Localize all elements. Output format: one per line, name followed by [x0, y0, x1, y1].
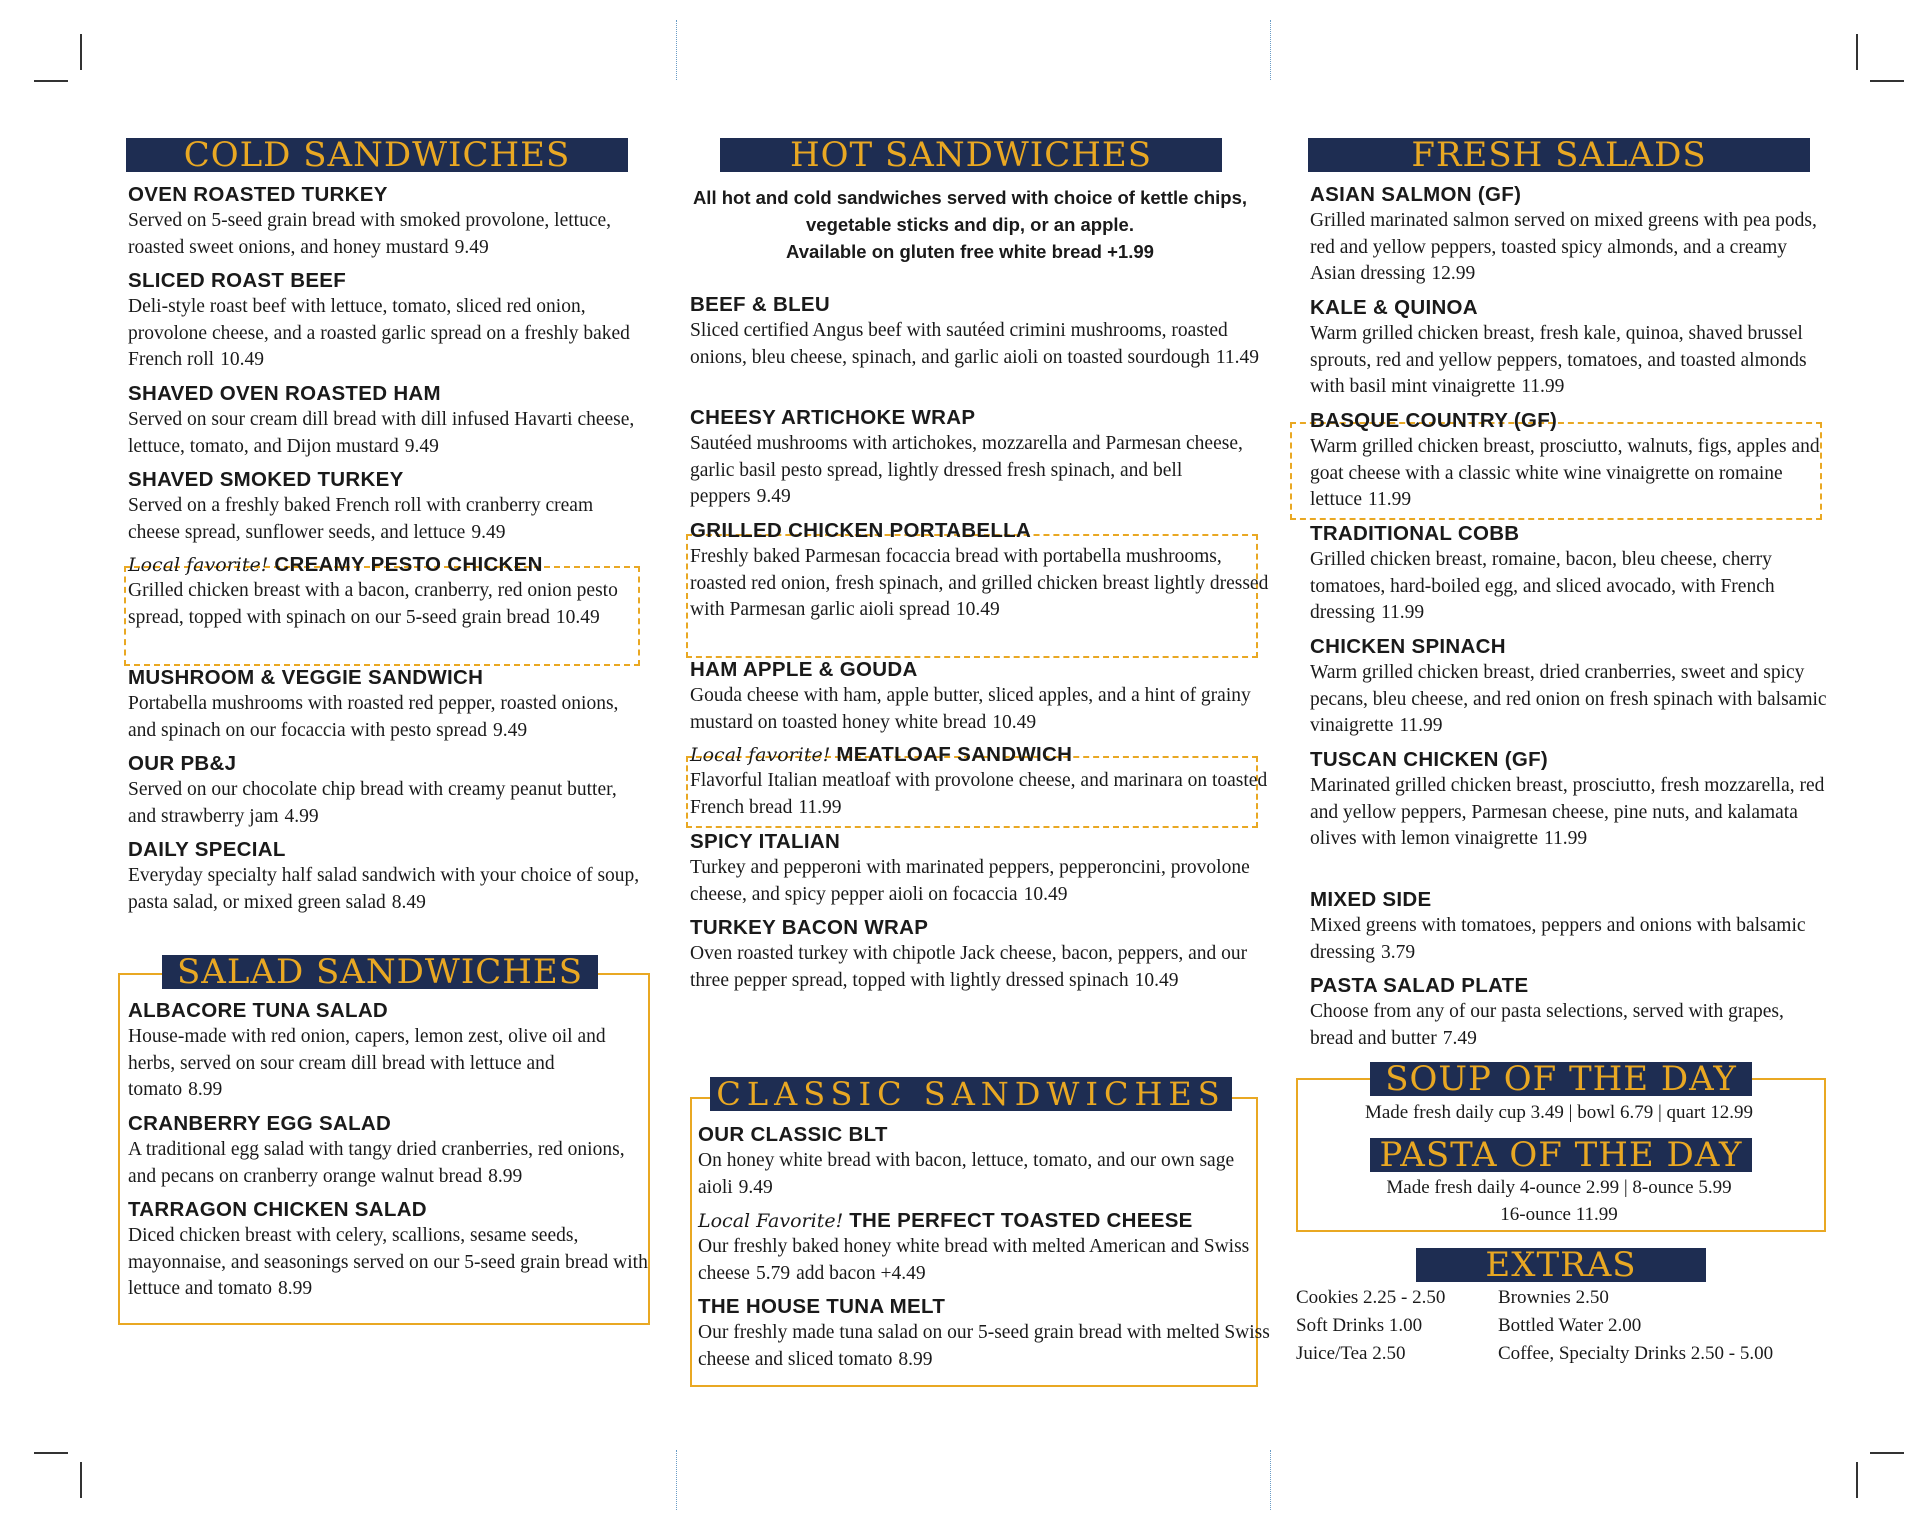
sides-note-line: Available on gluten free white bread +1.99 [786, 241, 1154, 262]
hot-sandwiches-title: HOT SANDWICHES [720, 138, 1222, 172]
item-description: Marinated grilled chicken breast, prosciutto, fresh mozzarella, red and yellow peppers, Parmesan cheese, pine nuts, and kalamata olives with lemon vinaigrette 11.99 [1310, 775, 1825, 849]
item-price: 8.99 [898, 1348, 933, 1370]
item-price: 9.49 [738, 1176, 773, 1198]
item-name: Local Favorite! THE PERFECT TOASTED CHEESE [698, 1209, 1193, 1232]
item-price: 10.49 [1134, 969, 1179, 991]
item-name: KALE & QUINOA [1310, 296, 1478, 319]
extras-item: Juice/Tea 2.50 [1296, 1343, 1406, 1364]
item-price: 11.99 [1367, 489, 1412, 510]
item-name: BEEF & BLEU [690, 293, 830, 316]
item-name: CHICKEN SPINACH [1310, 635, 1506, 658]
item-name: SPICY ITALIAN [690, 830, 841, 853]
item-price: 11.99 [1399, 715, 1443, 736]
crop-mark [1856, 1462, 1858, 1498]
item-description: Freshly baked Parmesan focaccia bread with portabella mushrooms, roasted red onion, fresh spinach, and grilled chicken breast lightly dressed with Parmesan garlic aioli spread 10.49 [690, 546, 1269, 620]
item-description: Diced chicken breast with celery, scallions, sesame seeds, mayonnaise, and seasonings served on our 5-seed grain bread with lettuce and tomato 8.99 [128, 1225, 648, 1299]
item-name: CHEESY ARTICHOKE WRAP [690, 406, 976, 429]
item-name: CRANBERRY EGG SALAD [128, 1112, 392, 1135]
item-price: 9.49 [454, 236, 489, 258]
menu-item-favorite [698, 1208, 1270, 1287]
crop-mark [34, 80, 68, 82]
local-favorite-tag: Local favorite! [690, 744, 831, 766]
item-description: Our freshly baked honey white bread with melted American and Swiss cheese 5.79 add bacon +4.49 [698, 1236, 1250, 1284]
menu-item [128, 467, 648, 546]
menu-item [128, 998, 648, 1104]
item-name: TRADITIONAL COBB [1310, 522, 1520, 545]
pasta-pricing-line: 16-ounce 11.99 [1500, 1204, 1618, 1225]
item-price: 8.99 [488, 1165, 523, 1187]
item-description: A traditional egg salad with tangy dried cranberries, red onions, and pecans on cranberry orange walnut bread 8.99 [128, 1139, 625, 1187]
item-price: 9.49 [404, 435, 439, 457]
crop-mark [1870, 80, 1904, 82]
item-price: 11.99 [1381, 602, 1425, 623]
item-description: Flavorful Italian meatloaf with provolone cheese, and marinara on toasted French bread 11.99 [690, 770, 1268, 818]
extras-title: EXTRAS [1416, 1248, 1706, 1282]
local-favorite-tag: Local favorite! [128, 554, 269, 576]
fold-line [1270, 1450, 1271, 1510]
item-price: 11.99 [1544, 828, 1588, 849]
item-name: PASTA SALAD PLATE [1310, 974, 1529, 997]
menu-item-favorite [128, 552, 648, 631]
item-name: MUSHROOM & VEGGIE SANDWICH [128, 666, 484, 689]
item-description: Mixed greens with tomatoes, peppers and onions with balsamic dressing 3.79 [1310, 915, 1806, 963]
menu-item [1310, 887, 1830, 966]
menu-item [128, 268, 648, 374]
item-description: Served on a freshly baked French roll with cranberry cream cheese spread, sunflower seeds, and lettuce 9.49 [128, 495, 594, 543]
item-description: Oven roasted turkey with chipotle Jack cheese, bacon, peppers, and our three pepper spread, topped with lightly dressed spinach 10.49 [690, 943, 1248, 991]
menu-item [690, 915, 1270, 994]
extras-list-left [1296, 1284, 1445, 1368]
item-description: Choose from any of our pasta selections, served with grapes, bread and butter 7.49 [1310, 1001, 1784, 1049]
local-favorite-tag: Local Favorite! [698, 1210, 844, 1232]
menu-item [690, 657, 1270, 736]
item-name: Local favorite! MEATLOAF SANDWICH [690, 743, 1073, 766]
menu-item [1310, 182, 1830, 288]
fold-line [676, 1450, 677, 1510]
soup-of-the-day-title: SOUP OF THE DAY [1370, 1062, 1752, 1096]
extras-item: Brownies 2.50 [1498, 1287, 1609, 1308]
item-price: 4.99 [284, 805, 319, 827]
menu-item [690, 829, 1270, 908]
item-name: OVEN ROASTED TURKEY [128, 183, 388, 206]
item-name: MIXED SIDE [1310, 888, 1432, 911]
menu-item [128, 1111, 648, 1190]
item-price: 8.49 [391, 891, 426, 913]
item-description: Sliced certified Angus beef with sautéed crimini mushrooms, roasted onions, bleu cheese, spinach, and garlic aioli on toasted sourdough 11.49 [690, 320, 1260, 368]
item-name: ASIAN SALMON (GF) [1310, 183, 1522, 206]
menu-item [128, 182, 648, 261]
item-name: GRILLED CHICKEN PORTABELLA [690, 519, 1032, 542]
menu-item [1310, 973, 1830, 1052]
item-price: 11.99 [1521, 376, 1565, 397]
item-description: Everyday specialty half salad sandwich with your choice of soup, pasta salad, or mixed green salad 8.49 [128, 865, 640, 913]
item-name: THE HOUSE TUNA MELT [698, 1295, 946, 1318]
crop-mark [1870, 1452, 1904, 1454]
menu-item [128, 1197, 648, 1303]
item-name: ALBACORE TUNA SALAD [128, 999, 389, 1022]
item-name: HAM APPLE & GOUDA [690, 658, 918, 681]
cold-sandwiches-title: COLD SANDWICHES [126, 138, 628, 172]
item-name: TUSCAN CHICKEN (GF) [1310, 748, 1549, 771]
item-description: Grilled marinated salmon served on mixed greens with pea pods, red and yellow peppers, toasted spicy almonds, and a creamy Asian dressing 12.99 [1310, 210, 1817, 284]
pasta-pricing-line: Made fresh daily 4-ounce 2.99 | 8-ounce 5.99 [1386, 1177, 1732, 1198]
fold-line [1270, 20, 1271, 80]
item-price: 10.49 [220, 349, 264, 370]
item-price: 10.49 [955, 599, 1000, 620]
item-description: Warm grilled chicken breast, dried cranberries, sweet and spicy pecans, bleu cheese, and red onion on fresh spinach with balsamic vinaigrette 11.99 [1310, 662, 1827, 736]
menu-item [128, 665, 648, 744]
menu-item [690, 518, 1270, 624]
item-description: Warm grilled chicken breast, prosciutto, walnuts, figs, apples and goat cheese with a classic white wine vinaigrette on romaine lettuce 11.99 [1310, 436, 1820, 510]
sides-note-line: All hot and cold sandwiches served with choice of kettle chips, [692, 187, 1248, 208]
item-description: Deli-style roast beef with lettuce, tomato, sliced red onion, provolone cheese, and a roasted garlic spread on a freshly baked French roll 10.49 [128, 296, 630, 370]
item-price: 11.49 [1215, 346, 1260, 368]
salad-sandwiches-title: SALAD SANDWICHES [162, 955, 598, 989]
extras-item: Cookies 2.25 - 2.50 [1296, 1287, 1446, 1308]
item-price: 9.49 [471, 521, 506, 543]
menu-item [690, 405, 1270, 511]
menu-item-favorite [690, 742, 1270, 821]
pasta-of-the-day-title: PASTA OF THE DAY [1370, 1138, 1752, 1172]
menu-item [698, 1294, 1270, 1373]
crop-mark [80, 34, 82, 70]
item-description: Turkey and pepperoni with marinated peppers, pepperoncini, provolone cheese, and spicy pepper aioli on focaccia 10.49 [690, 857, 1250, 905]
item-description: Grilled chicken breast with a bacon, cranberry, red onion pesto spread, topped with spinach on our 5-seed grain bread 10.49 [128, 580, 618, 628]
item-price: 5.79 [755, 1262, 791, 1284]
item-name: SLICED ROAST BEEF [128, 269, 347, 292]
item-price: 3.79 [1381, 941, 1416, 963]
menu-item [1310, 295, 1830, 401]
item-name: Local favorite! CREAMY PESTO CHICKEN [128, 553, 543, 576]
extras-item: Coffee, Specialty Drinks 2.50 - 5.00 [1498, 1343, 1774, 1364]
pasta-pricing [1296, 1174, 1822, 1228]
item-name: OUR CLASSIC BLT [698, 1123, 888, 1146]
crop-mark [34, 1452, 68, 1454]
menu-item [690, 292, 1270, 371]
menu-item [1310, 634, 1830, 740]
extras-item: Bottled Water 2.00 [1498, 1315, 1642, 1336]
item-description: Served on our chocolate chip bread with creamy peanut butter, and strawberry jam 4.99 [128, 779, 617, 827]
crop-mark [1856, 34, 1858, 70]
item-name: SHAVED OVEN ROASTED HAM [128, 382, 441, 405]
item-price: 10.49 [555, 606, 600, 628]
item-description: Warm grilled chicken breast, fresh kale, quinoa, shaved brussel sprouts, red and yellow peppers, tomatoes, and toasted almonds with basil mint vinaigrette 11.99 [1310, 323, 1807, 397]
item-description: Portabella mushrooms with roasted red pepper, roasted onions, and spinach on our focaccia with pesto spread 9.49 [128, 693, 619, 741]
item-name: BASQUE COUNTRY (GF) [1310, 409, 1558, 432]
item-name: TARRAGON CHICKEN SALAD [128, 1198, 427, 1221]
item-price: 8.99 [188, 1079, 223, 1100]
menu-item [1310, 521, 1830, 627]
extras-item: Soft Drinks 1.00 [1296, 1315, 1423, 1336]
item-price: 9.49 [493, 719, 528, 741]
item-price: 11.99 [798, 796, 842, 818]
fresh-salads-title: FRESH SALADS [1308, 138, 1810, 172]
sides-note-line: vegetable sticks and dip, or an apple. [806, 214, 1134, 235]
crop-mark [80, 1462, 82, 1498]
item-price: 7.49 [1442, 1027, 1477, 1049]
item-price: 10.49 [1023, 883, 1068, 905]
item-description: Sautéed mushrooms with artichokes, mozzarella and Parmesan cheese, garlic basil pesto spread, lightly dressed fresh spinach, and bell peppers 9.49 [690, 433, 1243, 507]
item-description: House-made with red onion, capers, lemon zest, olive oil and herbs, served on sour cream dill bread with lettuce and tomato 8.99 [128, 1026, 606, 1100]
menu-item [128, 381, 648, 460]
item-description: Gouda cheese with ham, apple butter, sliced apples, and a hint of grainy mustard on toasted honey white bread 10.49 [690, 685, 1251, 733]
item-description: Served on sour cream dill bread with dill infused Havarti cheese, lettuce, tomato, and Dijon mustard 9.49 [128, 409, 635, 457]
item-name: DAILY SPECIAL [128, 838, 286, 861]
menu-item [1310, 747, 1830, 853]
item-addon: add bacon +4.49 [796, 1262, 926, 1284]
menu-item [698, 1122, 1270, 1201]
item-name: SHAVED SMOKED TURKEY [128, 468, 404, 491]
classic-sandwiches-title: CLASSIC SANDWICHES [710, 1077, 1232, 1111]
fold-line [676, 20, 677, 80]
item-name: TURKEY BACON WRAP [690, 916, 929, 939]
menu-item [128, 837, 648, 916]
sides-note [690, 184, 1250, 265]
item-price: 12.99 [1431, 263, 1476, 284]
item-price: 10.49 [992, 711, 1037, 733]
item-description: Served on 5-seed grain bread with smoked provolone, lettuce, roasted sweet onions, and honey mustard 9.49 [128, 210, 612, 258]
menu-item [128, 751, 648, 830]
item-price: 9.49 [756, 486, 791, 507]
menu-item [1310, 408, 1830, 514]
item-price: 8.99 [278, 1278, 313, 1299]
extras-list-right [1498, 1284, 1773, 1368]
item-description: Grilled chicken breast, romaine, bacon, bleu cheese, cherry tomatoes, hard-boiled egg, and sliced avocado, with French dressing 11.99 [1310, 549, 1775, 623]
item-name: OUR PB&J [128, 752, 237, 775]
soup-pricing: Made fresh daily cup 3.49 | bowl 6.79 | quart 12.99 [1364, 1102, 1754, 1123]
item-description: On honey white bread with bacon, lettuce, tomato, and our own sage aioli 9.49 [698, 1150, 1235, 1198]
item-description: Our freshly made tuna salad on our 5-seed grain bread with melted Swiss cheese and sliced tomato 8.99 [698, 1322, 1270, 1370]
